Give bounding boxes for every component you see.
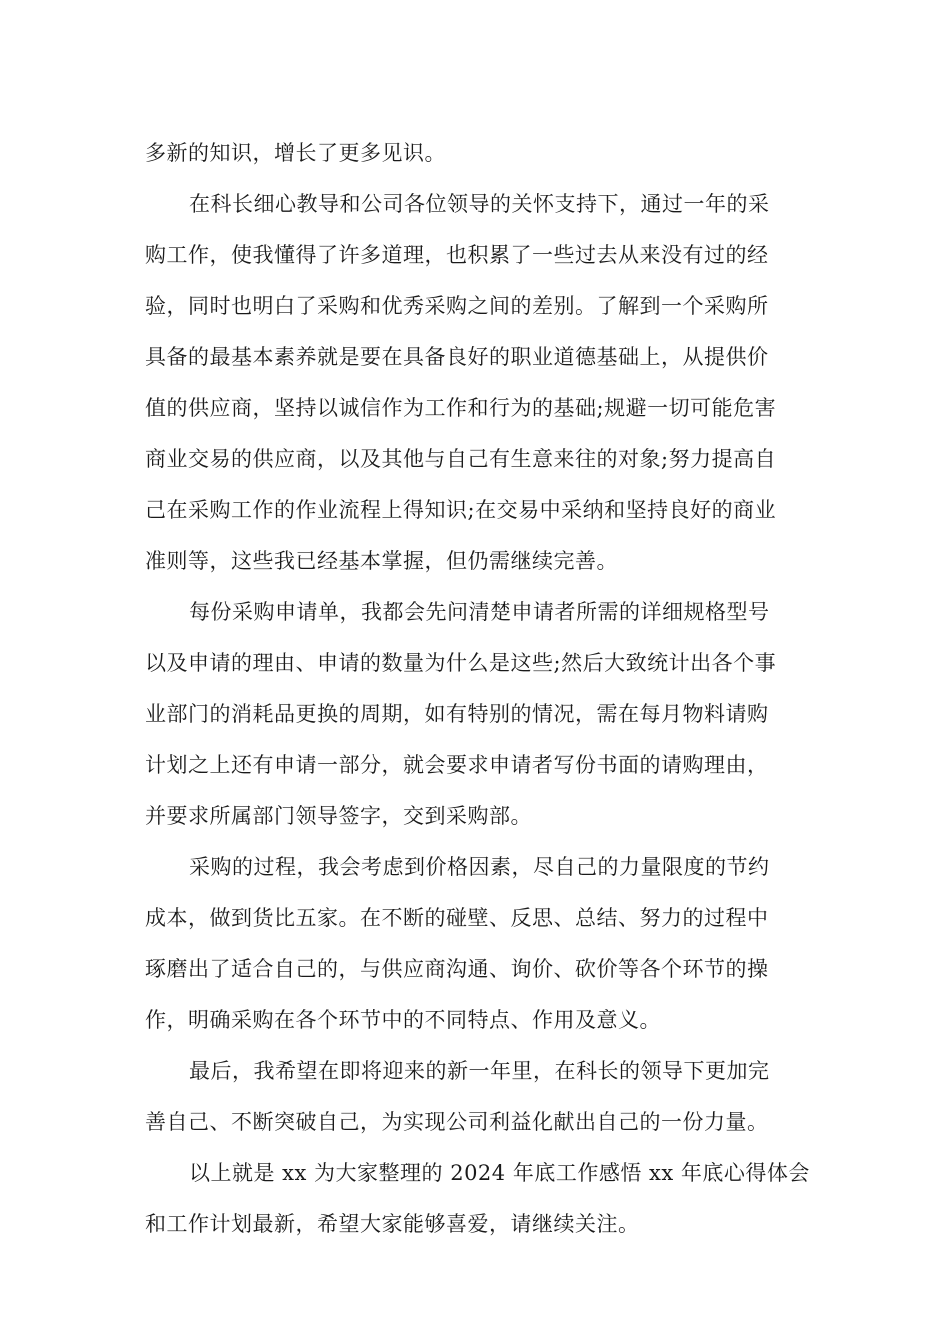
text-line: 准则等，这些我已经基本掌握，但仍需继续完善。 — [145, 549, 618, 573]
text-line: 业部门的消耗品更换的周期，如有特别的情况，需在每月物料请购 — [145, 702, 769, 726]
text-line: 以及申请的理由、申请的数量为什么是这些;然后大致统计出各个事 — [145, 651, 777, 675]
text-line: 具备的最基本素养就是要在具备良好的职业道德基础上，从提供价 — [145, 345, 769, 369]
text-line: 计划之上还有申请一部分，就会要求申请者写份书面的请购理由， — [145, 753, 769, 777]
text-line: 多新的知识，增长了更多见识。 — [145, 141, 446, 165]
text-line: 购工作，使我懂得了许多道理，也积累了一些过去从来没有过的经 — [145, 243, 769, 267]
text-line: 值的供应商，坚持以诚信作为工作和行为的基础;规避一切可能危害 — [145, 396, 777, 420]
text-line: 验，同时也明白了采购和优秀采购之间的差别。了解到一个采购所 — [145, 294, 769, 318]
text-line: 商业交易的供应商，以及其他与自己有生意来往的对象;努力提高自 — [145, 447, 777, 471]
text-line: 以上就是 xx 为大家整理的 2024 年底工作感悟 xx 年底心得体会 — [189, 1161, 810, 1185]
text-line: 善自己、不断突破自己，为实现公司利益化献出自己的一份力量。 — [145, 1110, 769, 1134]
text-line: 作，明确采购在各个环节中的不同特点、作用及意义。 — [145, 1008, 661, 1032]
text-line: 琢磨出了适合自己的，与供应商沟通、询价、砍价等各个环节的操 — [145, 957, 769, 981]
text-line: 采购的过程，我会考虑到价格因素，尽自己的力量限度的节约 — [189, 855, 770, 879]
text-line: 成本，做到货比五家。在不断的碰壁、反思、总结、努力的过程中 — [145, 906, 769, 930]
text-line: 在科长细心教导和公司各位领导的关怀支持下，通过一年的采 — [189, 192, 770, 216]
document-body — [145, 128, 810, 1250]
text-line: 每份采购申请单，我都会先问清楚申请者所需的详细规格型号 — [189, 600, 770, 624]
text-line: 最后，我希望在即将迎来的新一年里，在科长的领导下更加完 — [189, 1059, 770, 1083]
text-line: 和工作计划最新，希望大家能够喜爱，请继续关注。 — [145, 1212, 640, 1236]
text-line: 己在采购工作的作业流程上得知识;在交易中采纳和坚持良好的商业 — [145, 498, 777, 522]
text-line: 并要求所属部门领导签字，交到采购部。 — [145, 804, 532, 828]
